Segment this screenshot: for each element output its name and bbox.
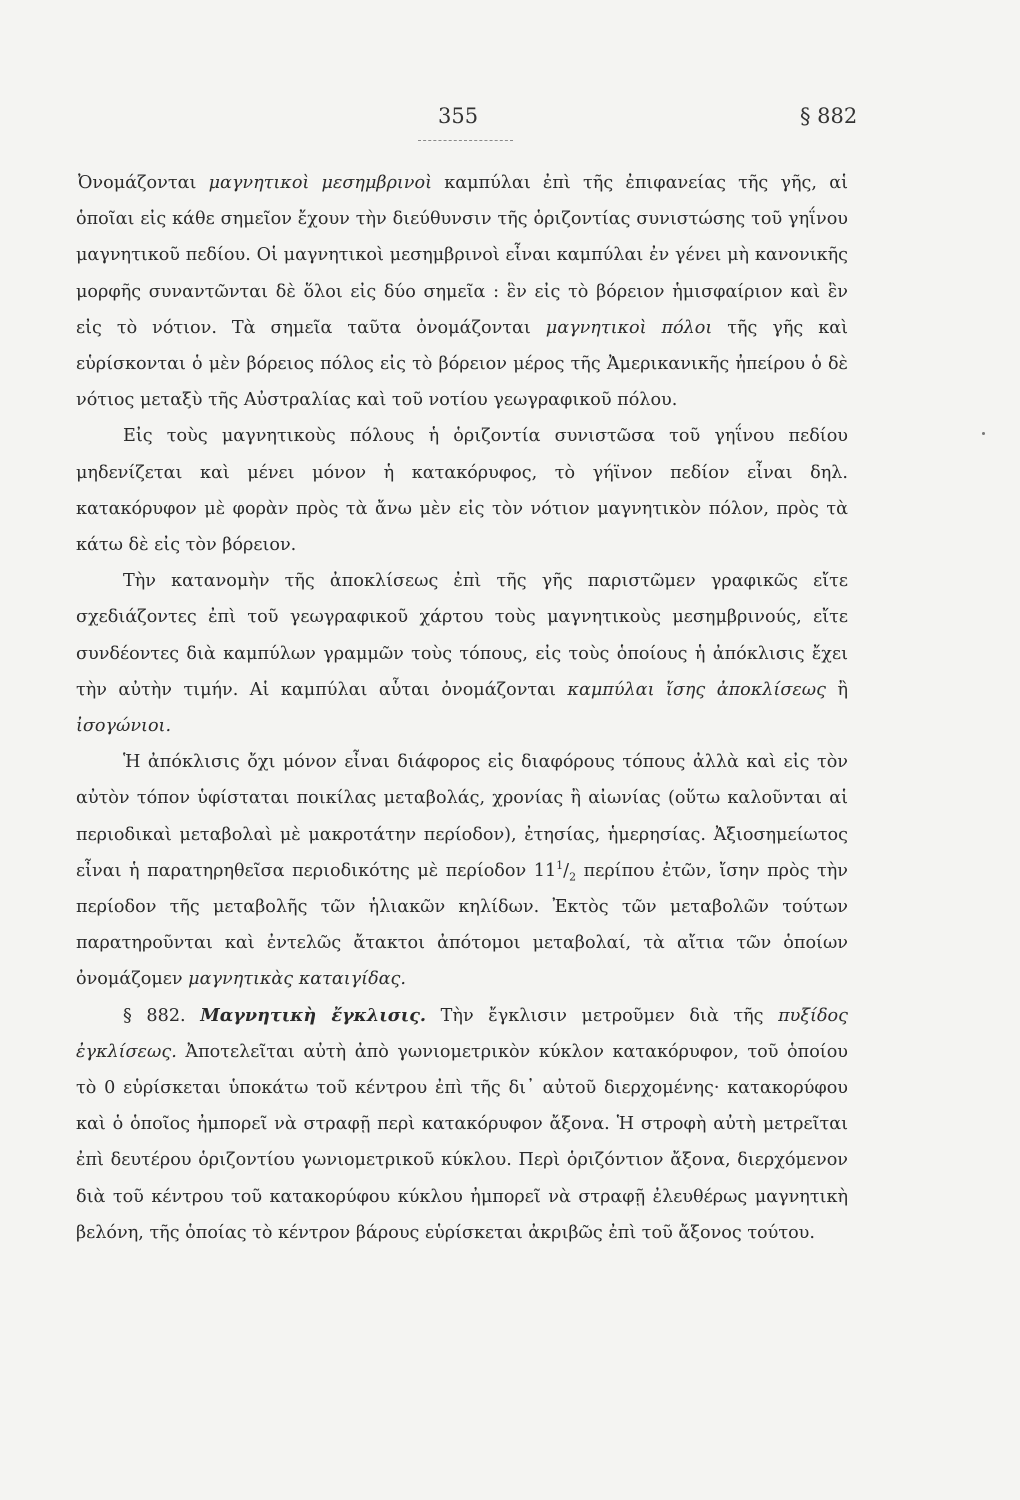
italic-term: μαγνητικοὶ πόλοι xyxy=(545,317,713,338)
italic-term: ἰσογώνιοι. xyxy=(76,716,172,737)
paragraph-magnetic-meridians xyxy=(76,165,848,418)
text-run: Εἰς τοὺς μαγνητικοὺς πόλους ἡ ὁριζοντία συνιστῶσα τοῦ γηΐνου πεδίου μηδενίζεται καὶ μένει μόνον ἡ κατακόρυφος, τὸ γήϊνον πεδίον εἶναι δηλ. κατακόρυφον μὲ φορὰν πρὸς τὰ ἄνω μὲν εἰς τὸν νότιον μαγνητικὸν πόλον, πρὸς τὰ κάτω δὲ εἰς τὸν βόρειον. xyxy=(76,426,848,556)
text-run: Τὴν ἔγκλισιν μετροῦμεν διὰ τῆς xyxy=(426,1005,779,1026)
text-run: Ἀποτελεῖται αὐτὴ ἀπὸ γωνιομετρικὸν κύκλον κατακόρυφον, τοῦ ὁποίου τὸ 0 εὑρίσκεται ὑποκάτω τοῦ κέντρου ἐπὶ τῆς δι᾿ αὐτοῦ διερχομένης· κατακορύφου καὶ ὁ ὁποῖος ἠμπορεῖ νὰ στραφῇ περὶ κατακόρυφον ἄξονα. Ἡ στροφὴ αὐτὴ μετρεῖται ἐπὶ δευτέρου ὁριζοντίου γωνιομετρικοῦ κύκλου. Περὶ ὁριζόντιον ἄξονα, διερχόμενον διὰ τοῦ κέντρου τοῦ κατακορύφου κύκλου ἠμπορεῖ νὰ στραφῇ ἐλευθέρως μαγνητικὴ βελόνη, τῆς ὁποίας τὸ κέντρον βάρους εὑρίσκεται ἀκριβῶς ἐπὶ τοῦ ἄξονος τούτου. xyxy=(76,1041,848,1243)
subscript: 2 xyxy=(569,870,577,884)
italic-term: μαγνητικὰς καταιγίδας. xyxy=(188,969,406,990)
paragraph-isogonic-curves xyxy=(76,563,848,744)
paragraph-magnetic-poles-field xyxy=(76,418,848,563)
section-heading: Μαγνητικὴ ἔγκλισις. xyxy=(200,1004,427,1026)
italic-term: πυξίδος ἐγκλίσεως. xyxy=(76,1005,848,1062)
superscript: 1 xyxy=(556,859,564,872)
italic-term: καμπύλαι ἴσης ἀποκλίσεως xyxy=(567,679,826,700)
paragraph-declination-variations xyxy=(76,744,848,997)
page-number: 355 xyxy=(438,104,479,128)
italic-term: μαγνητικοὶ μεσημβρινοὶ xyxy=(208,173,432,193)
text-run: ἢ xyxy=(825,679,848,700)
body-text xyxy=(76,165,848,1251)
text-run: Ἡ ἀπόκλισις ὄχι μόνον εἶναι διάφορος εἰς διαφόρους τόπους ἀλλὰ καὶ εἰς τὸν αὐτὸν τόπον ὑφίσταται ποικίλας μεταβολάς, χρονίας ἢ αἰωνίας (οὕτω καλοῦνται αἱ περιοδικαὶ μεταβολαὶ μὲ μακροτάτην περίοδον), ἐτησίας, ἡμερησίας. Ἀξιοσημείωτος εἶναι ἡ παρατηρηθεῖσα περιοδικότης μὲ περίοδον 11 xyxy=(76,752,848,881)
text-run: περίπου ἐτῶν, ἴσην πρὸς τὴν περίοδον τῆς μεταβολῆς τῶν ἡλιακῶν κηλίδων. Ἐκτὸς τῶν μεταβολῶν τούτων παρατηροῦνται καὶ ἐντελῶς ἄτακτοι ἀπότομοι μεταβολαί, τὰ αἴτια τῶν ὁποίων ὀνομάζομεν xyxy=(76,860,848,990)
section-reference: § 882 xyxy=(800,104,858,128)
header-rule xyxy=(418,140,513,141)
text-run: § 882. xyxy=(123,1005,201,1026)
text-run: καμπύλαι ἐπὶ τῆς ἐπιφανείας τῆς γῆς, αἱ ὁποῖαι εἰς κάθε σημεῖον ἔχουν τὴν διεύθυνσιν τῆς ὁριζοντίας συνιστώσης τοῦ γηΐνου μαγνητικοῦ πεδίου. Οἱ μαγνητικοὶ μεσημβρινοὶ εἶναι καμπύλαι ἐν γένει μὴ κανονικῆς μορφῆς συναντῶνται δὲ ὅλοι εἰς δύο σημεῖα : ἓν εἰς τὸ βόρειον ἡμισφαίριον καὶ ἓν εἰς τὸ νότιον. Τὰ σημεῖα ταῦτα ὀνομάζονται xyxy=(76,173,848,338)
text-run: / xyxy=(563,860,570,881)
text-run: Ὀνομάζονται xyxy=(78,173,209,193)
text-run: τῆς γῆς καὶ εὑρίσκονται ὁ μὲν βόρειος πόλος εἰς τὸ βόρειον μέρος τῆς Ἀμερικανικῆς ἠπείρου ὁ δὲ νότιος μεταξὺ τῆς Αὐστραλίας καὶ τοῦ νοτίου γεωγραφικοῦ πόλου. xyxy=(76,317,848,411)
text-run: Τὴν κατανομὴν τῆς ἀποκλίσεως ἐπὶ τῆς γῆς παριστῶμεν γραφικῶς εἴτε σχεδιάζοντες ἐπὶ τοῦ γεωγραφικοῦ χάρτου τοὺς μαγνητικοὺς μεσημβρινούς, εἴτε συνδέοντες διὰ καμπύλων γραμμῶν τοὺς τόπους, εἰς τοὺς ὁποίους ἡ ἀπόκλισις ἔχει τὴν αὐτὴν τιμήν. Αἱ καμπύλαι αὗται ὀνομάζονται xyxy=(76,571,848,700)
page-header xyxy=(0,104,1020,144)
stray-ink-mark xyxy=(982,432,985,435)
paragraph-magnetic-inclination xyxy=(76,998,848,1251)
